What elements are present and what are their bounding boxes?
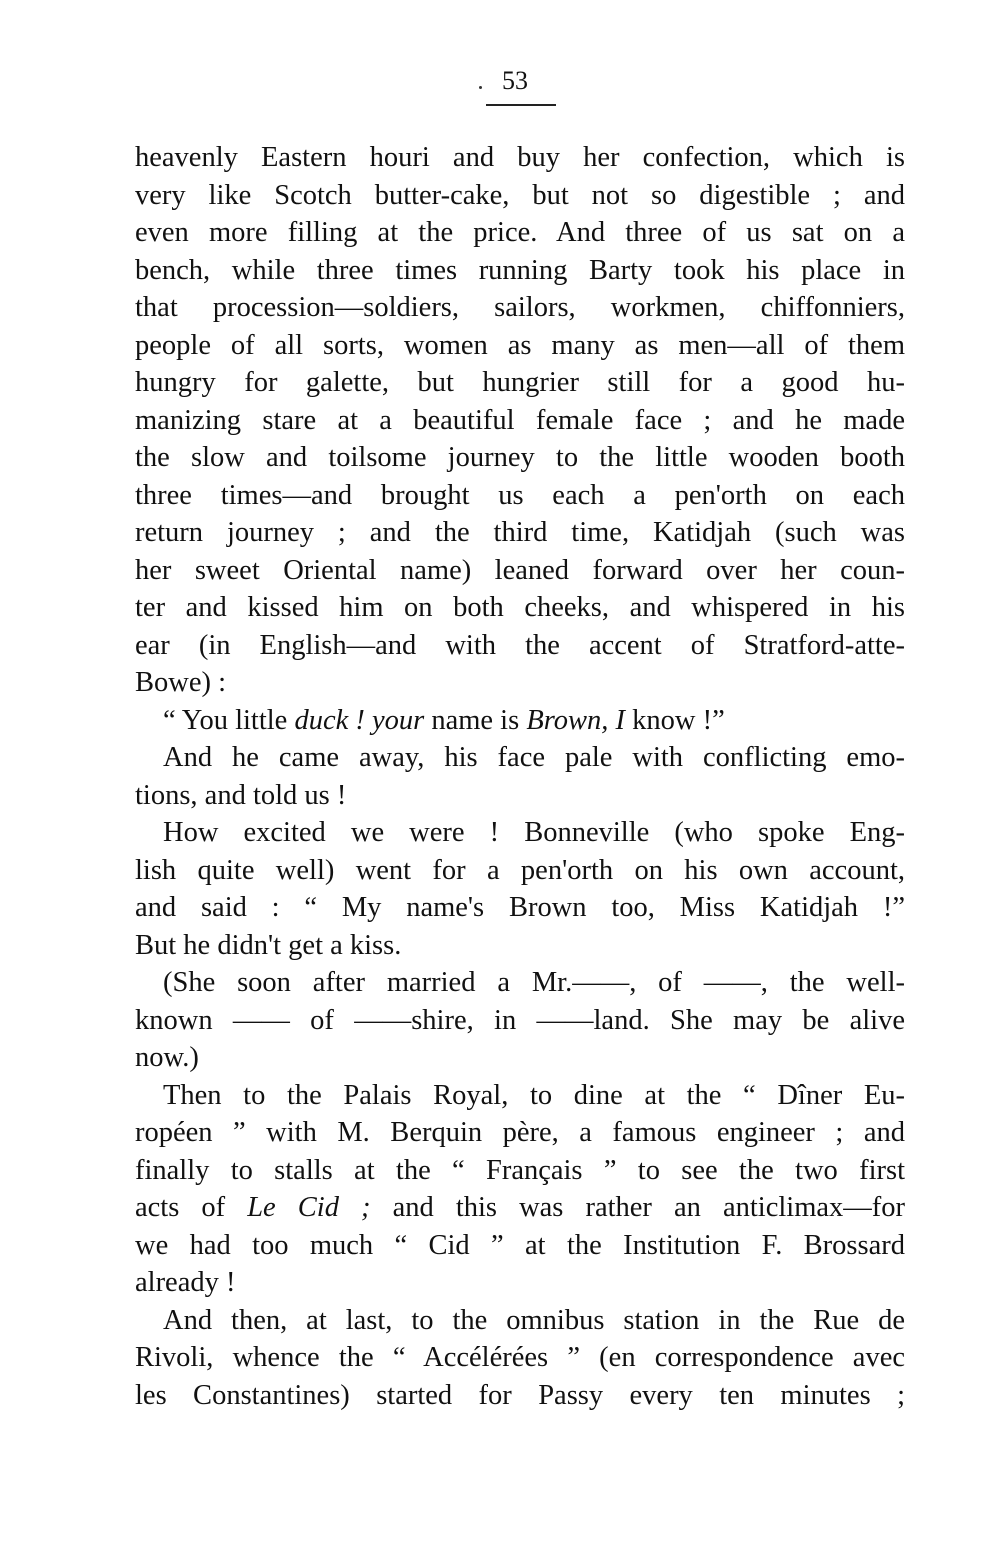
text-segment: And he came away, his face pale with conflicting emo-: [163, 742, 905, 773]
text-segment: lish quite well) went for a pen'orth on his own account,: [135, 854, 905, 886]
text-line: [135, 215, 905, 251]
text-line: [135, 628, 905, 664]
text-segment: the slow and toilsome journey to the little wooden booth: [135, 442, 905, 473]
text-line: [135, 703, 905, 739]
text-line: [135, 440, 905, 476]
text-line: [135, 665, 905, 701]
page-number-rule: [486, 104, 556, 106]
text-line: [135, 1228, 905, 1264]
text-segment: bench, while three times running Barty took his place in: [135, 254, 905, 286]
text-segment: finally to stalls at the “ Français ” to see the two first: [135, 1154, 905, 1186]
text-line: [135, 553, 905, 589]
text-segment: “ You little: [163, 704, 295, 736]
page-number: 53: [502, 66, 528, 95]
text-segment: we had too much “ Cid ” at the Institution F. Brossard: [135, 1229, 905, 1261]
italic-text: Le Cid ;: [247, 1192, 371, 1223]
text-segment: heavenly Eastern houri and buy her confection, which is: [135, 142, 905, 173]
text-line: [135, 1153, 905, 1189]
text-line: [135, 1078, 905, 1114]
text-segment: even more filling at the price. And three of us sat on a: [135, 217, 905, 248]
text-line: [135, 965, 905, 1001]
text-line: [135, 403, 905, 439]
text-segment: (She soon after married a Mr.——, of ——, the well-: [163, 967, 905, 998]
text-line: [135, 928, 905, 964]
text-line: [135, 1190, 905, 1226]
text-segment: manizing stare at a beautiful female face ; and he made: [135, 404, 905, 436]
text-segment: ropéen ” with M. Berquin père, a famous engineer ; and: [135, 1117, 905, 1148]
text-segment: Rivoli, whence the “ Accélérées ” (en correspondence avec: [135, 1342, 905, 1373]
text-line: [135, 1303, 905, 1339]
text-line: [135, 1265, 905, 1301]
text-segment: Bowe) :: [135, 667, 227, 698]
text-segment: les Constantines) started for Passy every ten minutes ;: [135, 1379, 905, 1411]
text-line: [135, 778, 905, 814]
text-segment: And then, at last, to the omnibus station in the Rue de: [163, 1304, 905, 1336]
text-line: [135, 740, 905, 776]
text-segment: But he didn't get a kiss.: [135, 929, 402, 961]
text-segment: very like Scotch butter-cake, but not so digestible ; and: [135, 179, 905, 211]
text-line: [135, 515, 905, 551]
text-segment: already !: [135, 1267, 236, 1298]
text-line: [135, 328, 905, 364]
text-segment: her sweet Oriental name) leaned forward over her coun-: [135, 554, 905, 586]
text-segment: now.): [135, 1042, 199, 1073]
text-line: [135, 1115, 905, 1151]
text-line: [135, 140, 905, 176]
text-segment: and this was rather an anticlimax—for: [370, 1192, 905, 1223]
text-segment: that procession—soldiers, sailors, workmen, chiffonniers,: [135, 292, 905, 323]
text-line: [135, 1340, 905, 1376]
text-segment: Then to the Palais Royal, to dine at the “ Dîner Eu-: [163, 1079, 905, 1111]
text-segment: know !”: [625, 704, 725, 736]
text-line: [135, 590, 905, 626]
text-segment: and said : “ My name's Brown too, Miss Katidjah !”: [135, 892, 905, 923]
text-segment: tions, and told us !: [135, 779, 347, 811]
text-line: [135, 178, 905, 214]
text-line: [135, 890, 905, 926]
text-line: [135, 290, 905, 326]
text-line: [135, 1378, 905, 1414]
text-segment: known —— of ——shire, in ——land. She may be alive: [135, 1004, 905, 1036]
text-line: [135, 253, 905, 289]
text-line: [135, 478, 905, 514]
text-line: [135, 853, 905, 889]
text-segment: hungry for galette, but hungrier still for a good hu-: [135, 367, 905, 398]
text-line: [135, 365, 905, 401]
text-segment: people of all sorts, women as many as men—all of them: [135, 329, 905, 361]
italic-text: duck ! your: [294, 704, 425, 736]
text-segment: acts of: [135, 1192, 248, 1223]
text-segment: ear (in English—and with the accent of Stratford-atte-: [135, 629, 905, 661]
text-segment: How excited we were ! Bonneville (who spoke Eng-: [163, 817, 905, 848]
text-line: [135, 1003, 905, 1039]
italic-text: Brown, I: [526, 704, 626, 736]
text-segment: return journey ; and the third time, Katidjah (such was: [135, 517, 905, 548]
text-line: [135, 815, 905, 851]
text-line: [135, 1040, 905, 1076]
text-segment: three times—and brought us each a pen'orth on each: [135, 479, 905, 511]
text-segment: ter and kissed him on both cheeks, and whispered in his: [135, 592, 905, 623]
text-segment: name is: [424, 704, 527, 736]
